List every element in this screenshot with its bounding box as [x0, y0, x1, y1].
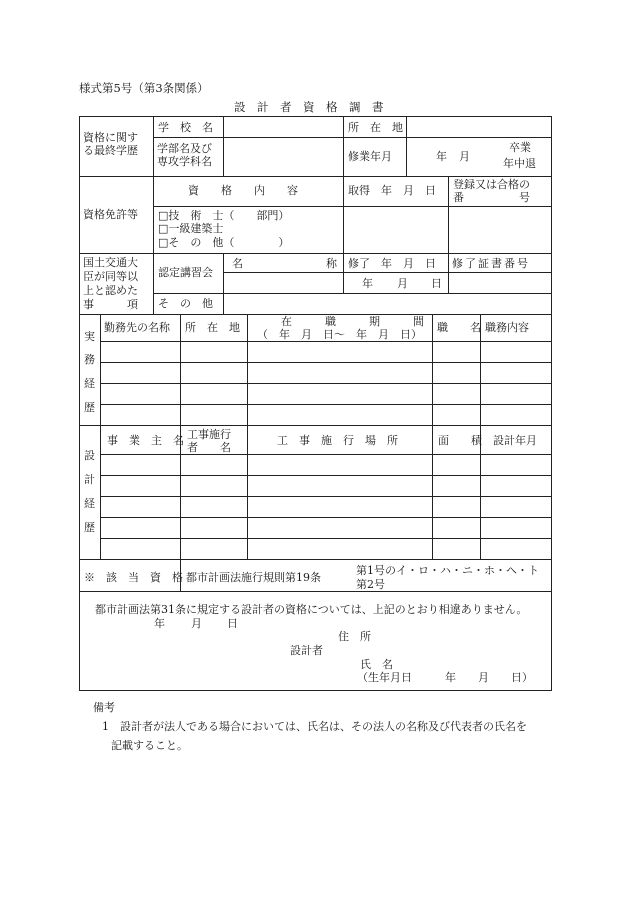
notes-item-1-continued: 記載すること。: [111, 739, 188, 752]
period-header-1: 在 職 期 間: [281, 315, 424, 328]
form-title: 設 計 者 資 格 調 書: [234, 100, 384, 114]
qualification-rule: 都市計画法施行規則第19条: [186, 571, 321, 584]
option-professional-engineer: □技 術 士（ 部門）: [158, 209, 290, 222]
declaration-statement: 都市計画法第31条に規定する設計者の資格については、上記のとおり相違ありません。: [95, 603, 528, 616]
study-year: 年: [436, 150, 447, 163]
work-label-1: 実: [84, 330, 95, 343]
school-name-label: 学 校 名: [158, 121, 213, 134]
contractor-header-2: 者 名: [187, 441, 231, 454]
form-number: 様式第5号（第3条関係）: [79, 81, 209, 95]
course-name-label: 名: [232, 257, 243, 270]
license-section-label: 資格免許等: [83, 208, 138, 221]
designer-label: 設計者: [290, 644, 323, 657]
design-label-3: 経: [84, 497, 95, 510]
withdrew-label: 年中退: [503, 157, 536, 170]
equivalent-label-2: 臣が同等以: [83, 270, 138, 283]
contractor-header-1: 工事施行: [187, 428, 231, 441]
equivalent-label-4: 事 項: [83, 298, 138, 311]
completion-date-header: 修了 年 月 日: [348, 257, 436, 270]
equivalent-label-1: 国土交通大: [83, 256, 138, 269]
period-header-2: （ 年 月 日〜 年 月 日）: [257, 328, 422, 341]
faculty-label-2: 専攻学科名: [157, 155, 212, 168]
registration-header-1: 登録又は合格の: [453, 178, 530, 191]
completion-month: 月: [397, 277, 408, 290]
faculty-label-1: 学部名及び: [157, 142, 212, 155]
area-header: 面 積: [438, 434, 482, 447]
design-year-header: 設計年月: [493, 434, 537, 447]
education-label-2: る最終学歴: [83, 144, 138, 157]
qualification-items-2: 第2号: [356, 578, 385, 591]
study-month: 月: [459, 150, 470, 163]
employer-header: 勤務先の名称: [104, 321, 170, 334]
acquired-date-header: 取得 年 月 日: [348, 184, 436, 197]
equivalent-label-3: 上と認めた: [83, 284, 138, 297]
graduated-label: 卒業: [509, 141, 531, 154]
design-label-2: 計: [84, 473, 95, 486]
notes-heading: 備考: [93, 701, 115, 714]
duties-header: 職務内容: [485, 321, 529, 334]
option-first-class-architect: □一級建築士: [158, 222, 224, 235]
certified-course-label: 認定講習会: [158, 266, 213, 279]
address-label: 住 所: [338, 630, 371, 643]
completion-year: 年: [362, 277, 373, 290]
course-name-label-end: 称: [326, 257, 337, 270]
applicable-qualification-label: ※ 該 当 資 格: [84, 571, 183, 584]
work-label-3: 経: [84, 377, 95, 390]
qualification-content-header: 資 格 内 容: [188, 184, 298, 197]
position-header: 職 名: [437, 321, 481, 334]
notes-item-1: 1 設計者が法人である場合においては、氏名は、その法人の名称及び代表者の氏名を: [102, 720, 527, 733]
study-period-label: 修業年月: [348, 150, 392, 163]
completion-day: 日: [431, 277, 442, 290]
owner-header: 事 業 主 名: [107, 434, 184, 447]
certificate-number-header: 修了証書番号: [452, 257, 530, 270]
work-label-4: 歴: [84, 401, 95, 414]
declaration-date-year: 年: [154, 617, 165, 630]
work-label-2: 務: [84, 353, 95, 366]
work-location-header: 所 在 地: [185, 321, 240, 334]
education-label-1: 資格に関す: [83, 131, 138, 144]
registration-header-2: 番 号: [453, 191, 530, 204]
qualification-items-1: 第1号のイ・ロ・ハ・ニ・ホ・ヘ・ト: [356, 564, 539, 577]
declaration-date-day: 日: [227, 617, 238, 630]
other-equivalent-label: そ の 他: [158, 297, 213, 310]
name-label: 氏 名: [360, 658, 393, 671]
design-label-1: 設: [84, 449, 95, 462]
birth-date-label: （生年月日 年 月 日）: [357, 671, 533, 684]
option-other: □そ の 他（ ）: [158, 236, 290, 249]
declaration-date-month: 月: [191, 617, 202, 630]
location-label: 所 在 地: [348, 121, 403, 134]
design-label-4: 歴: [84, 521, 95, 534]
site-header: 工 事 施 行 場 所: [277, 434, 398, 447]
